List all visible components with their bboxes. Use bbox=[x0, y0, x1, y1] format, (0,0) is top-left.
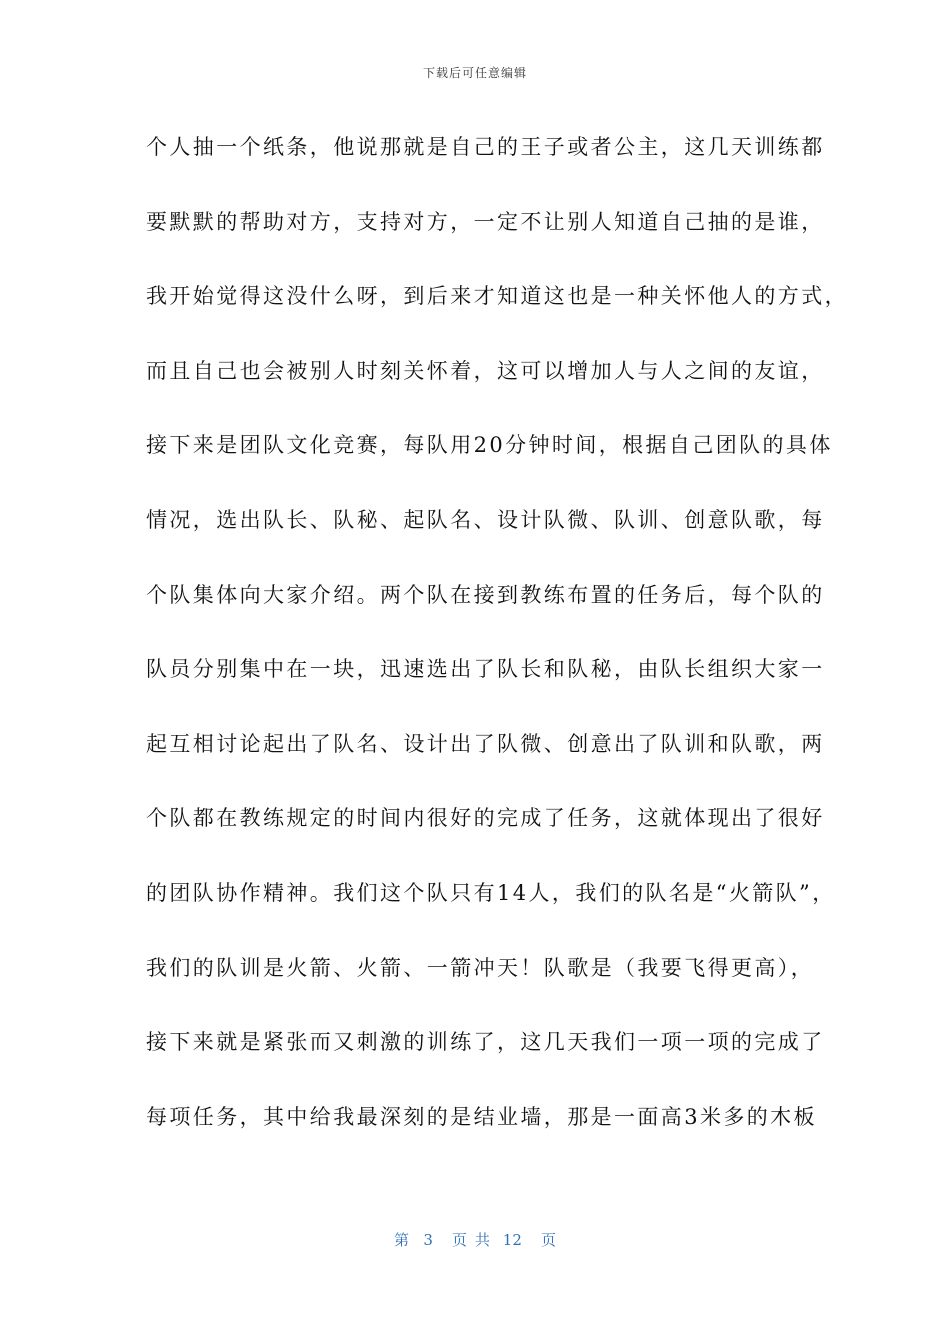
page-label-middle: 页共 bbox=[451, 1231, 498, 1249]
page-label-prefix: 第 bbox=[394, 1231, 410, 1249]
text-line: 队员分别集中在一块，迅速选出了队长和队秘，由队长组织大家一 bbox=[146, 657, 825, 682]
text-line: 我开始觉得这没什么呀，到后来才知道这也是一种关怀他人的方式， bbox=[146, 284, 848, 309]
page-number: 3 bbox=[423, 1231, 433, 1249]
page-header: 下载后可任意编辑 bbox=[422, 66, 527, 80]
text-line: 接下来是团队文化竞赛，每队用20分钟时间，根据自己团队的具体 bbox=[146, 433, 833, 458]
text-line: 要默默的帮助对方，支持对方，一定不让别人知道自己抽的是谁， bbox=[146, 209, 825, 234]
page-label-suffix: 页 bbox=[540, 1231, 556, 1249]
text-line: 的团队协作精神。我们这个队只有14人，我们的队名是“火箭队”， bbox=[146, 880, 836, 905]
text-line: 个人抽一个纸条，他说那就是自己的王子或者公主，这几天训练都 bbox=[146, 135, 825, 159]
text-line: 起互相讨论起出了队名、设计出了队微、创意出了队训和队歌，两 bbox=[146, 731, 825, 756]
text-line: 我们的队训是火箭、火箭、一箭冲天！队歌是（我要飞得更高）， bbox=[146, 955, 815, 980]
text-line: 个队都在教练规定的时间内很好的完成了任务，这就体现出了很好 bbox=[146, 806, 825, 831]
page-total: 12 bbox=[502, 1231, 522, 1249]
text-line: 情况，选出队长、队秘、起队名、设计队微、队训、创意队歌，每 bbox=[146, 507, 825, 532]
text-line: 个队集体向大家介绍。两个队在接到教练布置的任务后，每个队的 bbox=[146, 582, 825, 607]
page-footer bbox=[0, 1229, 950, 1250]
document-body bbox=[146, 122, 848, 1166]
text-line: 而且自己也会被别人时刻关怀着，这可以增加人与人之间的友谊， bbox=[146, 358, 825, 383]
text-line: 每项任务，其中给我最深刻的是结业墙，那是一面高3米多的木板 bbox=[146, 1104, 817, 1129]
text-line: 接下来就是紧张而又刺激的训练了，这几天我们一项一项的完成了 bbox=[146, 1030, 825, 1055]
